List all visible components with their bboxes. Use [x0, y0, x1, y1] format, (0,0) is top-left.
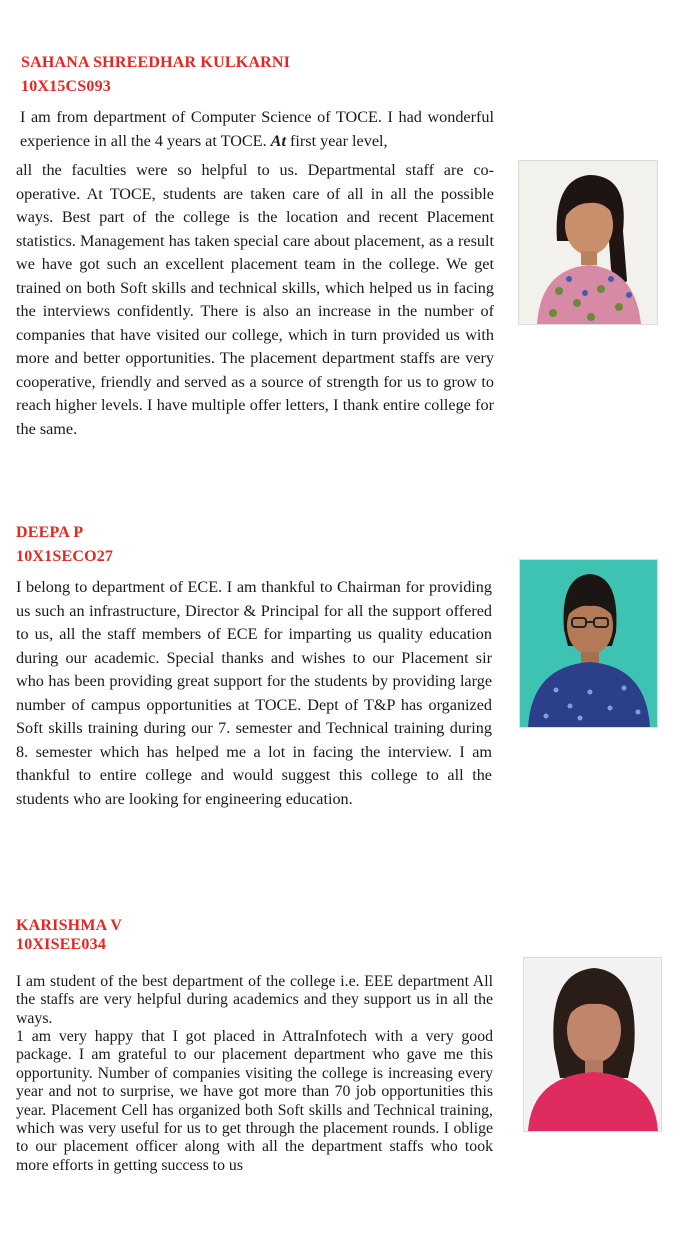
testimonial-text-continued: 1 am very happy that I got placed in AttraInfotech with a very good package. I am grateful to our placement department who gave me this opportunity. Number of companies visiting the college is increasing every year and not to surprise, we have got more than 70 job opportunities this year. Placement Cell has organized both Soft skills and Technical training, which was very useful for us to get through the placement rounds. I oblige to our placement officer along with all the department staffs who took more efforts in getting success to us	[16, 1028, 493, 1174]
testimonial-text: I am student of the best department of the college i.e. EEE department All the staffs are very helpful during academics and they support us in all the ways.	[16, 973, 493, 1027]
testimonial-lead-text: I am from department of Computer Science of TOCE. I had wonderful experience in all the 4 years at TOCE. At first year level,	[20, 108, 494, 150]
student-photo	[523, 957, 662, 1132]
testimonial-text: I belong to department of ECE. I am thankful to Chairman for providing us such an infrastructure, Director & Principal for all the support offered to us, all the staff members of ECE for imparting us quality education during our academic. Special thanks and wishes to our Placement sir who has been providing great support for the students by providing large number of campus opportunities at TOCE. Dept of T&P has organized Soft skills training during our 7. semester and Technical training during 8. semester which has helped me a lot in facing the interview. I am thankful to entire college and would suggest this college to all the students who are looking for engineering education.	[16, 578, 492, 808]
student-roll-number: 10X15CS093	[21, 78, 112, 95]
student-name: KARISHMA V	[16, 917, 123, 934]
testimonial-deepa	[0, 460, 700, 860]
student-photo	[519, 559, 658, 728]
student-roll-number: 10X1SECO27	[16, 548, 114, 565]
student-name: SAHANA SHREEDHAR KULKARNI	[21, 54, 291, 71]
student-photo	[518, 160, 658, 325]
testimonial-karishma	[0, 860, 700, 1234]
student-roll-number: 10XISEE034	[16, 936, 107, 953]
student-name: DEEPA P	[16, 524, 84, 541]
testimonial-sahana	[0, 0, 700, 460]
testimonial-text: all the faculties were so helpful to us. Departmental staff are co-operative. At TOCE, students are taken care of all in all the possible ways. Best part of the college is the location and recent Placement statistics. Management has taken special care about placement, as a result we have got such an excellent placement team in the college. We get trained on both Soft skills and technical skills, which helped us in facing the interviews confidently. There is also an increase in the number of companies that have visited our college, which in turn provided us with more and better opportunities. The placement department staffs are very cooperative, friendly and served as a source of strength for us to grow to reach higher levels. I have multiple offer letters, I thank entire college for the same.	[16, 161, 494, 438]
